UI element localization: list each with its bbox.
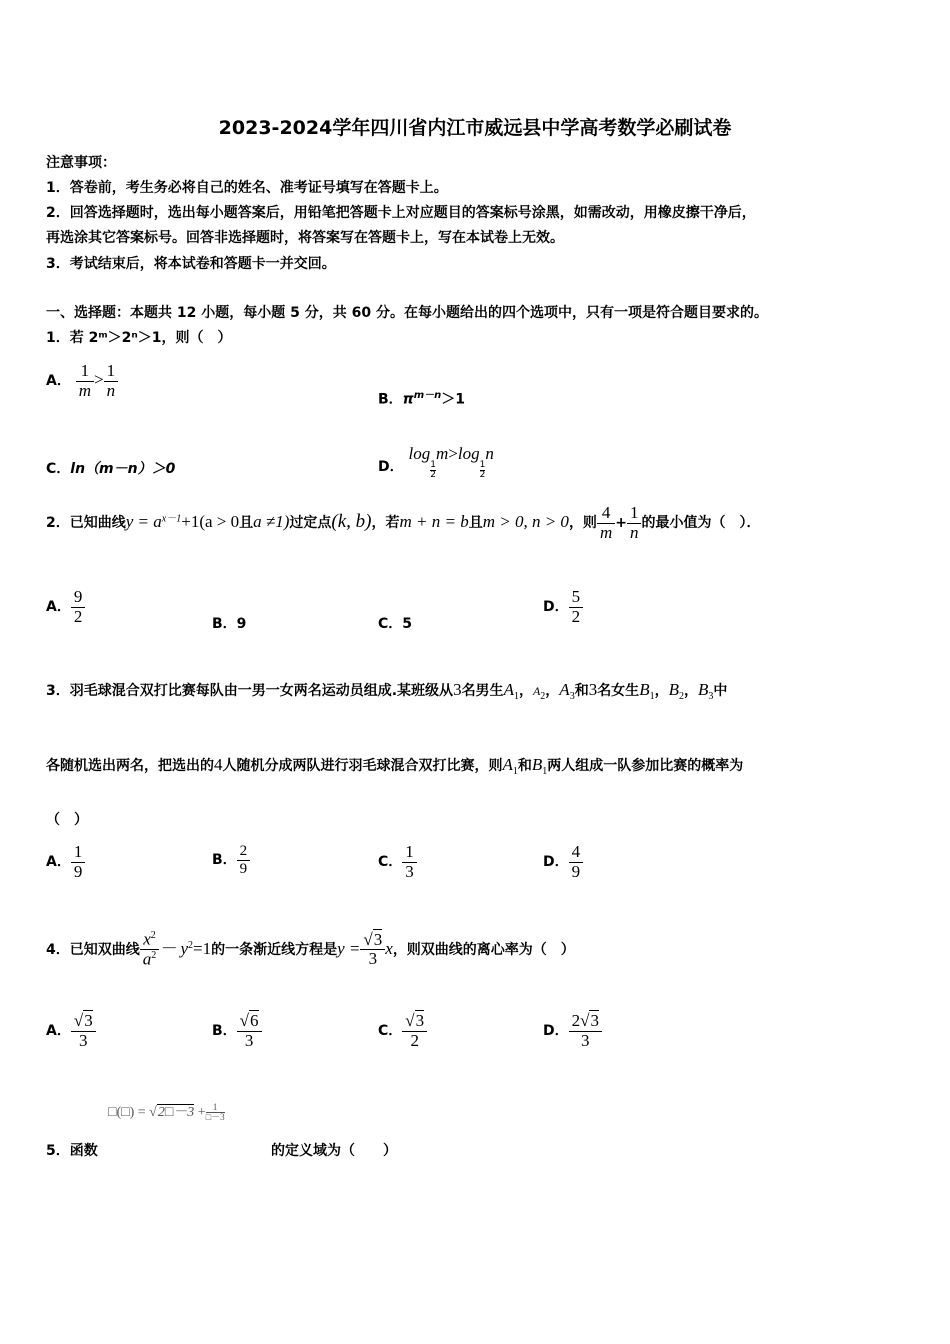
q5-stem-label: 5．函数 xyxy=(46,1143,98,1159)
q3-option-c: C． $\frac{1}{3}$ xyxy=(378,843,417,881)
fraction: $\frac{1}{n}$ xyxy=(627,504,642,542)
q4-option-b: B． $\frac{√6}{3}$ xyxy=(212,1012,262,1050)
fraction: $\frac{1}{9}$ xyxy=(71,843,86,881)
q1-option-c: C．ln（m－n）＞0 xyxy=(46,461,176,477)
q2-stem: 2．已知曲线$y = a^{x-1}+1(a > 0$且a ≠1)过定点(k, b)，若m + n = b且m > 0, n > 0，则 $\frac{4}{m}$ + $\frac{1}{n}$ 的最小值为（ ）． xyxy=(46,503,761,542)
q3-option-d: D． $\frac{4}{9}$ xyxy=(543,843,583,881)
fraction: $\frac{√3}{3}$ xyxy=(360,931,385,969)
q4-stem: 4．已知双曲线 $\frac{x^2}{a^2}$ － $y^2=1$的一条渐近线方程是y = $\frac{√3}{3}$ x，则双曲线的离心率为（ ） xyxy=(46,929,575,969)
section-header: 一、选择题：本题共 12 小题，每小题 5 分，共 60 分。在每小题给出的四个选项中，只有一项是符合题目要求的。 xyxy=(46,305,768,321)
q4-option-c: C． $\frac{√3}{2}$ xyxy=(378,1012,427,1050)
q4-option-d: D． $\frac{2√3}{3}$ xyxy=(543,1012,602,1050)
fraction: $\frac{2√3}{3}$ xyxy=(569,1012,602,1050)
q1-stem: 1．若 2ᵐ＞2ⁿ＞1，则（ ） xyxy=(46,330,232,346)
notice-item-1: 1．答卷前，考生务必将自己的姓名、准考证号填写在答题卡上。 xyxy=(46,180,448,196)
option-label: C． xyxy=(46,461,71,477)
q3-stem-line1: 3．羽毛球混合双打比赛每队由一男一女两名运动员组成.某班级从3名男生$A_1$，$A_2$，$A_3$和3名女生$B_1$，$B_2$，$B_3$中 xyxy=(46,680,728,702)
fraction: $\frac{9}{2}$ xyxy=(71,588,86,626)
fraction: $\frac{x^2}{a^2}$ xyxy=(140,930,160,970)
fraction: $\frac{1}{3}$ xyxy=(402,843,417,881)
fraction: $\frac{1}{m}$ xyxy=(76,362,94,400)
fraction: $\frac{4}{9}$ xyxy=(569,843,584,881)
q1-option-a: A． $\frac{1}{m}$ > $\frac{1}{n}$ xyxy=(46,362,118,400)
notice-item-2-cont: 再选涂其它答案标号。回答非选择题时，将答案写在答题卡上，写在本试卷上无效。 xyxy=(46,230,564,246)
fraction: $\frac{√3}{3}$ xyxy=(71,1012,96,1050)
q5-function-image: □(□) = √2□－3 + $\frac{1}{□-3}$ xyxy=(108,1102,225,1123)
q2-option-a: A． $\frac{9}{2}$ xyxy=(46,588,85,626)
notice-heading: 注意事项： xyxy=(46,155,116,171)
fraction: $\frac{4}{m}$ xyxy=(597,504,615,542)
q1-option-b: B．$\pi^{m-n}>1$ xyxy=(378,390,466,408)
fraction: $\frac{1}{n}$ xyxy=(104,362,119,400)
q2-option-d: D． $\frac{5}{2}$ xyxy=(543,588,583,626)
option-label: A． xyxy=(46,373,71,390)
fraction: $\frac{√6}{3}$ xyxy=(237,1012,262,1050)
option-label: D． xyxy=(378,459,404,475)
q1-option-d: D． log $\frac{1}{2}$ m>log $\frac{1}{2}$ n xyxy=(378,444,494,480)
q3-option-b: B． $\frac{2}{9}$ xyxy=(212,843,250,877)
q3-paren: （ ） xyxy=(46,812,88,828)
q2-option-b: B．9 xyxy=(212,616,247,632)
fraction: $\frac{5}{2}$ xyxy=(569,588,584,626)
option-label: B． xyxy=(378,391,403,408)
q5-stem-rest: 的定义域为（ ） xyxy=(271,1143,397,1159)
q3-option-a: A． $\frac{1}{9}$ xyxy=(46,843,85,881)
fraction: $\frac{2}{9}$ xyxy=(237,843,251,877)
fraction: $\frac{√3}{2}$ xyxy=(402,1012,427,1050)
q2-option-c: C．5 xyxy=(378,616,413,632)
q4-option-a: A． $\frac{√3}{3}$ xyxy=(46,1012,96,1050)
notice-item-2: 2．回答选择题时，选出每小题答案后，用铅笔把答题卡上对应题目的答案标号涂黑，如需改动，用橡皮擦干净后， xyxy=(46,205,756,221)
page-title: 2023-2024学年四川省内江市威远县中学高考数学必刷试卷 xyxy=(218,117,732,139)
notice-item-3: 3．考试结束后，将本试卷和答题卡一并交回。 xyxy=(46,256,336,272)
q3-stem-line2: 各随机选出两名，把选出的4人随机分成两队进行羽毛球混合双打比赛，则$A_1$和$B_1$两人组成一队参加比赛的概率为 xyxy=(46,755,744,777)
